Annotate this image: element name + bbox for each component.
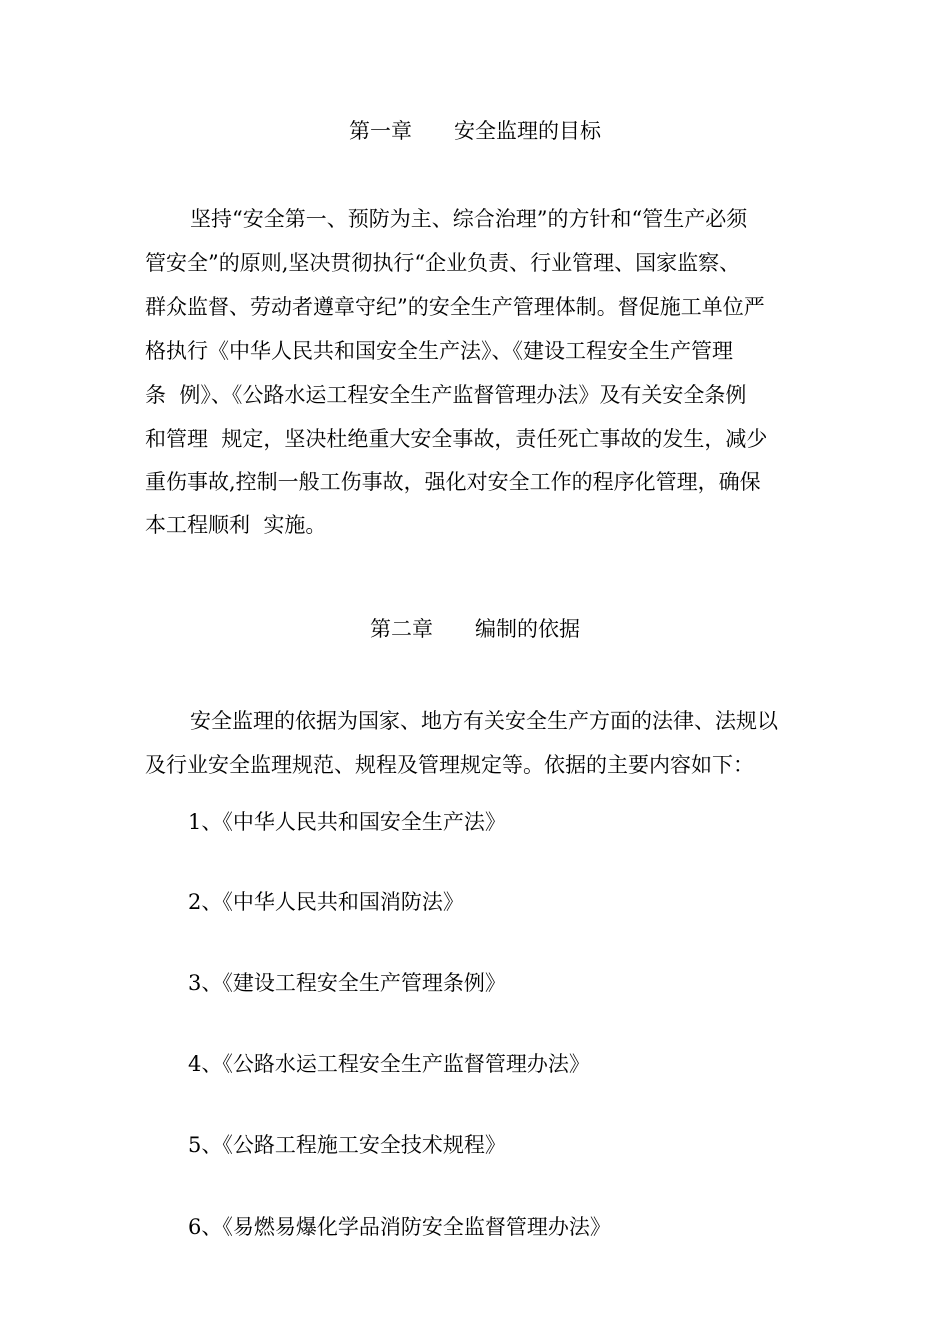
paragraph-line: 重伤事故,控制一般工伤事故，强化对安全工作的程序化管理，确保 [145, 470, 761, 494]
paragraph-line: 条 例》、《公路水运工程安全生产监督管理办法》及有关安全条例 [145, 383, 747, 407]
paragraph-line: 格执行《中华人民共和国安全生产法》、《建设工程安全生产管理 [145, 339, 733, 363]
chapter-1-title: 第一章 安全监理的目标 [349, 119, 601, 143]
paragraph-line: 安全监理的依据为国家、地方有关安全生产方面的法律、法规以 [190, 709, 778, 733]
list-item: 3、《建设工程安全生产管理条例》 [188, 971, 506, 995]
list-item: 1、《中华人民共和国安全生产法》 [188, 810, 506, 834]
list-item: 2、《中华人民共和国消防法》 [188, 890, 464, 914]
list-item: 4、《公路水运工程安全生产监督管理办法》 [188, 1052, 590, 1076]
chapter-2-title: 第二章 编制的依据 [370, 617, 580, 641]
list-item: 6、《易燃易爆化学品消防安全监督管理办法》 [188, 1215, 611, 1239]
paragraph-line: 和管理 规定，坚决杜绝重大安全事故，责任死亡事故的发生，减少 [145, 427, 768, 451]
paragraph-line: 及行业安全监理规范、规程及管理规定等。依据的主要内容如下： [145, 753, 754, 777]
list-item: 5、《公路工程施工安全技术规程》 [188, 1133, 506, 1157]
paragraph-line: 管安全”的原则,坚决贯彻执行“企业负责、行业管理、国家监察、 [145, 251, 741, 275]
paragraph-line: 群众监督、劳动者遵章守纪”的安全生产管理体制。督促施工单位严 [145, 295, 765, 319]
paragraph-line: 本工程顺利 实施。 [145, 513, 327, 537]
paragraph-line: 坚持“安全第一、预防为主、综合治理”的方针和“管生产必须 [190, 207, 748, 231]
